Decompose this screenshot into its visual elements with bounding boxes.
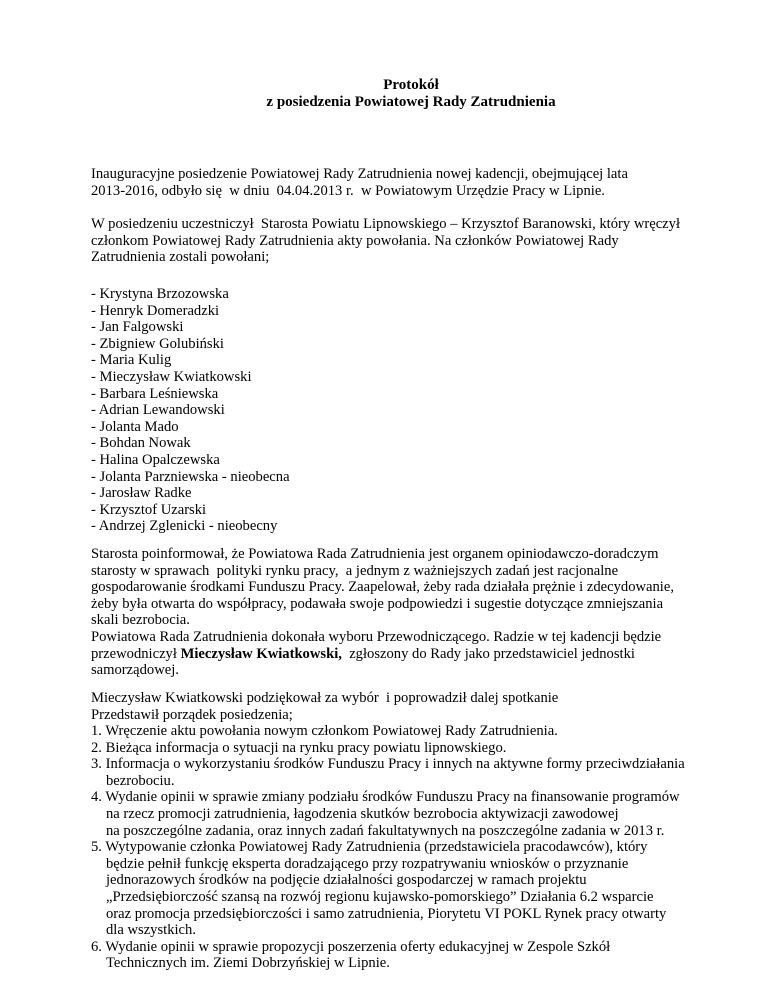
paragraph-line: W posiedzeniu uczestniczył Starosta Powiatu Lipnowskiego – Krzysztof Baranowski, który wręczył [91,216,681,232]
member-item: - Jolanta Parzniewska - nieobecna [91,468,290,485]
paragraph-line: gospodarowanie środkami Funduszu Pracy. Zaapelował, żeby rada działała prężnie i zdecydowanie, [91,579,674,596]
members-list [91,286,736,535]
member-item: - Krystyna Brzozowska [91,286,229,302]
agenda-item: „Przedsiębiorczość szansą na rozwój regionu kujawsko-pomorskiego” Działania 6.2 wsparcie [106,888,654,905]
paragraph-line: skali bezrobocia. [91,612,190,629]
member-item: - Bohdan Nowak [91,435,191,452]
agenda-item: 6. Wydanie opinii w sprawie propozycji poszerzenia oferty edukacyjnej w Zespole Szkół [91,938,611,955]
agenda-item: 4. Wydanie opinii w sprawie zmiany podziału środków Funduszu Pracy na finansowanie programów [91,789,680,806]
agenda-item: Technicznych im. Ziemi Dobrzyńskiej w Lipnie. [106,955,390,972]
agenda-list [91,723,736,972]
paragraph-line: członkom Powiatowej Rady Zatrudnienia akty powołania. Na członków Powiatowej Rady [91,232,619,249]
paragraph-line: Inauguracyjne posiedzenie Powiatowej Rady Zatrudnienia nowej kadencji, obejmującej lata [91,166,628,182]
member-item: - Krzysztof Uzarski [91,501,207,518]
agenda-item: na poszczególne zadania, oraz innych zadań fakultatywnych na poszczególne zadania w 2013 r. [106,822,665,839]
member-item: - Henryk Domeradzki [91,302,220,319]
paragraph-line: samorządowej. [91,662,179,679]
paragraph-line: Starosta poinformował, że Powiatowa Rada Zatrudnienia jest organem opiniodawczo-doradczym [91,546,659,562]
member-item: - Jolanta Mado [91,418,179,435]
member-item: - Zbigniew Golubiński [91,335,224,352]
chairman-line: przewodniczył Mieczysław Kwiatkowski, zgłoszony do Rady jako przedstawiciel jednostki [91,645,635,662]
agenda-item: 3. Informacja o wykorzystaniu środków Funduszu Pracy i innych na aktywne formy przeciwdziałania [91,756,685,773]
member-item: - Jarosław Radke [91,485,192,502]
agenda-intro [91,690,736,723]
paragraph-line: Powiatowa Rada Zatrudnienia dokonała wyboru Przewodniczącego. Radzie w tej kadencji będzie [91,628,662,645]
member-item: - Adrian Lewandowski [91,402,225,419]
agenda-item: 2. Bieżąca informacja o sytuacji na rynku pracy powiatu lipnowskiego. [91,739,507,756]
chairman-name: Mieczysław Kwiatkowski, [180,645,342,662]
member-item: - Halina Opalczewska [91,451,220,468]
agenda-item: na rzecz promocji zatrudnienia, łagodzenia skutków bezrobocia aktywizacji zawodowej [106,805,619,822]
agenda-item: dla wszystkich. [106,922,196,939]
agenda-item: bezrobociu. [106,772,175,789]
member-item: - Mieczysław Kwiatkowski [91,368,252,385]
starosta-paragraph [91,546,736,679]
paragraph-line: Zatrudnienia zostali powołani; [91,249,270,266]
paragraph-line: 2013-2016, odbyło się w dniu 04.04.2013 r. w Powiatowym Urzędzie Pracy w Lipnie. [91,182,605,199]
member-item: - Andrzej Zglenicki - nieobecny [91,518,278,535]
agenda-item: oraz promocja przedsiębiorczości i samo zatrudnienia, Piorytetu VI POKL Rynek pracy otwarty [106,905,667,922]
paragraph-line: starosty w sprawach polityki rynku pracy, a jednym z ważniejszych zadań jest racjonalne [91,562,619,579]
agenda-item: 5. Wytypowanie członka Powiatowej Rady Zatrudnienia (przedstawiciela pracodawców), który [91,839,648,856]
document-title: Protokół [383,77,439,93]
agenda-item: będzie pełnił funkcję eksperta doradzającego przy rozpatrywaniu wniosków o przyznanie [106,855,629,872]
paragraph-line: żeby była otwarta do współpracy, podawała swoje podpowiedzi i sugestie dotyczące zmniejszania [91,595,664,612]
agenda-item: jednorazowych środków na podjęcie działalności gospodarczej w ramach projektu [106,872,587,889]
member-item: - Barbara Leśniewska [91,385,219,402]
member-item: - Jan Falgowski [91,319,184,336]
attendance-paragraph [91,216,736,266]
paragraph-line: Mieczysław Kwiatkowski podziękował za wybór i poprowadził dalej spotkanie [91,690,559,706]
member-item: - Maria Kulig [91,352,172,369]
document-subtitle: z posiedzenia Powiatowej Rady Zatrudnienia [266,94,556,110]
agenda-item: 1. Wręczenie aktu powołania nowym członkom Powiatowej Rady Zatrudnienia. [91,723,558,739]
paragraph-line: Przedstawił porządek posiedzenia; [91,706,293,723]
intro-paragraph [91,166,736,199]
